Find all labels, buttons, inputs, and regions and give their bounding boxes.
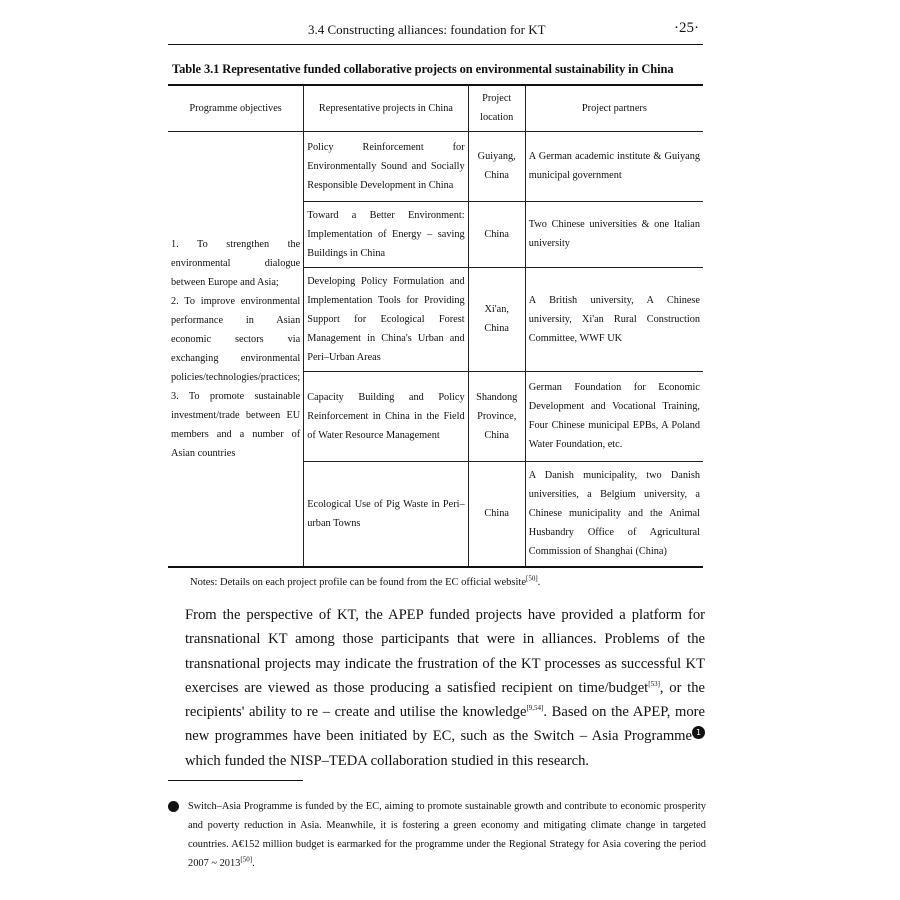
objective-item: 2. To improve environmental performance in Asian economic sectors via exchanging environmental policies/technologies/practices; (171, 295, 301, 383)
project-name: Ecological Use of Pig Waste in Peri–urban Towns (304, 461, 468, 567)
objective-item: 3. To promote sustainable investment/trade between EU members and a number of Asian countries (171, 390, 301, 459)
footnote-marker-icon[interactable]: 1 (692, 726, 705, 739)
project-partners: German Foundation for Economic Development and Vocational Training, Four Chinese municipal EPBs, A Poland Water Foundation, etc. (525, 371, 703, 461)
project-location: Xi'an, China (468, 267, 525, 371)
projects-table (168, 84, 703, 568)
column-header: Project location (468, 85, 525, 131)
project-partners: A British university, A Chinese university, Xi'an Rural Construction Committee, WWF UK (525, 267, 703, 371)
citation: [9,54] (526, 704, 544, 713)
footnote-rule (168, 780, 303, 781)
citation: [50] (526, 574, 538, 583)
paragraph-text: which funded the NISP–TEDA collaboration studied in this research. (185, 752, 590, 769)
project-name: Policy Reinforcement for Environmentally Sound and Socially Responsible Development in China (304, 131, 468, 201)
project-partners: A Danish municipality, two Danish universities, a Belgium university, a Chinese municipality and the Animal Husbandry Office of Agricultural Commission of Shanghai (China) (525, 461, 703, 567)
project-location: China (468, 201, 525, 267)
project-name: Developing Policy Formulation and Implementation Tools for Providing Support for Ecological Forest Management in China's Urban and Peri–Urban Areas (304, 267, 468, 371)
project-location: China (468, 461, 525, 567)
column-header: Representative projects in China (304, 85, 468, 131)
citation: [50] (240, 855, 253, 864)
table-notes: Notes: Details on each project profile can be found from the EC official website[50]. (190, 574, 541, 588)
header-rule (168, 44, 703, 45)
table-header-row (168, 85, 703, 131)
project-location: Shandong Province, China (468, 371, 525, 461)
paragraph-text: . Based on the APEP, more new programmes have been initiated by EC, such as the Switch – Asia Programme (185, 704, 705, 745)
section-title: 3.4 Constructing alliances: foundation for KT (308, 22, 546, 37)
page-number: ·25· (674, 20, 699, 36)
notes-text: Notes: Details on each project profile can be found from the EC official website (190, 577, 526, 588)
paragraph-text: , or the recipients' ability to re – create and utilise the knowledge (185, 679, 705, 721)
footnote-number-icon: 1 (168, 801, 179, 812)
objective-item: 1. To strengthen the environmental dialogue between Europe and Asia; (171, 238, 301, 288)
table-row (168, 131, 703, 201)
footnote: 1 Switch–Asia Programme is funded by the EC, aiming to promote sustainable growth and contribute to economic prosperity and poverty reduction in Asia. Meanwhile, it is fostering a green economy and mitigating climate change in targeted countries. A€152 million budget is earmarked for the programme under the Regional Strategy for Asia covering the period 2007 ~ 2013[50]. (161, 801, 707, 869)
citation: [53] (648, 680, 660, 689)
table-caption: Table 3.1 Representative funded collaborative projects on environmental sustainability in China (172, 62, 674, 76)
column-header: Programme objectives (168, 85, 304, 131)
body-paragraph (185, 603, 705, 773)
column-header: Project partners (525, 85, 703, 131)
running-header (168, 22, 703, 42)
project-partners: Two Chinese universities & one Italian university (525, 201, 703, 267)
paragraph-text: From the perspective of KT, the APEP funded projects have provided a platform for transnational KT among those participants that were in alliances. Problems of the transnational projects may indicate the frustration of the KT processes as successful KT exercises are viewed as those producing a satisfied recipient on time/budget (185, 607, 705, 696)
project-location: Guiyang, China (468, 131, 525, 201)
project-name: Toward a Better Environment: Implementation of Energy – saving Buildings in China (304, 201, 468, 267)
project-partners: A German academic institute & Guiyang municipal government (525, 131, 703, 201)
project-name: Capacity Building and Policy Reinforcement in China in the Field of Water Resource Management (304, 371, 468, 461)
programme-objectives-cell (168, 131, 304, 567)
footnote-text: Switch–Asia Programme is funded by the EC, aiming to promote sustainable growth and contribute to economic prosperity and poverty reduction in Asia. Meanwhile, it is fostering a green economy and mitigating climate change in targeted countries. A€152 million budget is earmarked for the programme under the Regional Strategy for Asia covering the period 2007 ~ 2013 (187, 801, 707, 869)
